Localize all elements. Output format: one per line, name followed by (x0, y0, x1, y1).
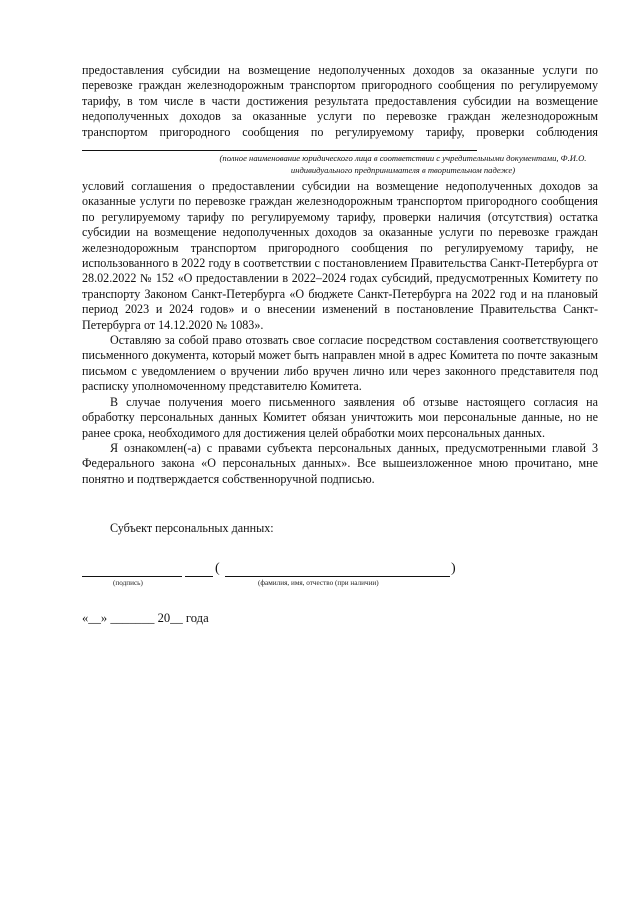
body-text-continued (82, 179, 598, 487)
close-paren: ) (451, 561, 456, 576)
paragraph-agreement-conditions: условий соглашения о предоставлении субсидии на возмещение недополученных доходов за оказанные услуги по перевозке граждан железнодорожным транспортом пригородного сообщения по регулируемому тарифу по регулируемому тарифу, проверки наличия (отсутствия) остатка субсидии на возмещение недополученных доходов за оказанные услуги по перевозке граждан железнодорожным транспортом пригородного сообщения по регулируемому тарифу, не использованного в 2022 году в соответствии с постановлением Правительства Санкт-Петербурга от 28.02.2022 № 152 «О предоставлении в 2022–2024 годах субсидий, предусмотренных Комитету по транспорту Законом Санкт-Петербурга «О бюджете Санкт-Петербурга на 2022 год и на плановый период 2023 и 2024 годов» и о внесении изменений в постановление Правительства Санкт-Петербурга от 14.12.2020 № 1083». (82, 179, 598, 332)
subject-label: Субъект персональных данных: (110, 521, 274, 535)
signature-caption: (подпись) (113, 579, 143, 587)
paragraph-data-destruction: В случае получения моего письменного заявления об отзыве настоящего согласия на обработку персональных данных Комитет обязан уничтожить мои персональные данные, но не ранее срока, необходимого для достижения целей обработки моих персональных данных. (82, 394, 598, 440)
signature-line-extension (185, 576, 213, 577)
paragraph-withdrawal-right: Оставляю за собой право отозвать свое согласие посредством составления соответствующего письменного документа, который может быть направлен мной в адрес Комитета по почте заказным письмом с уведомлением о вручении либо вручен лично или через законного представителя под расписку уполномоченному представителю Комитета. (82, 333, 598, 394)
full-name-line[interactable] (225, 576, 450, 577)
signature-line[interactable] (82, 576, 182, 577)
legal-entity-name-blank[interactable] (82, 150, 477, 151)
date-line[interactable]: «__» _______ 20__ года (82, 611, 209, 625)
paragraph-acknowledgement: Я ознакомлен(-а) с правами субъекта персональных данных, предусмотренными главой 3 Федерального закона «О персональных данных». Все вышеизложенное мною прочитано, мне понятно и подтверждается собственноручной подписью. (82, 440, 598, 486)
open-paren: ( (215, 561, 220, 576)
paragraph-subsidy-purpose: предоставления субсидии на возмещение недополученных доходов за оказанные услуги по перевозке граждан железнодорожным транспортом пригородного сообщения по регулируемому тарифу, в том числе в части достижения результата предоставления субсидии на возмещение недополученных доходов за оказанные услуги по перевозке граждан железнодорожным транспортом пригородного сообщения по регулируемому тарифу, проверки соблюдения (82, 63, 598, 155)
full-name-caption: (фамилия, имя, отчество (при наличии) (258, 579, 379, 587)
body-text (82, 63, 598, 155)
legal-entity-name-caption: (полное наименование юридического лица в соответствии с учредительными документами, Ф.И.О. индивидуального предпринимателя в творительном падеже) (219, 153, 587, 175)
